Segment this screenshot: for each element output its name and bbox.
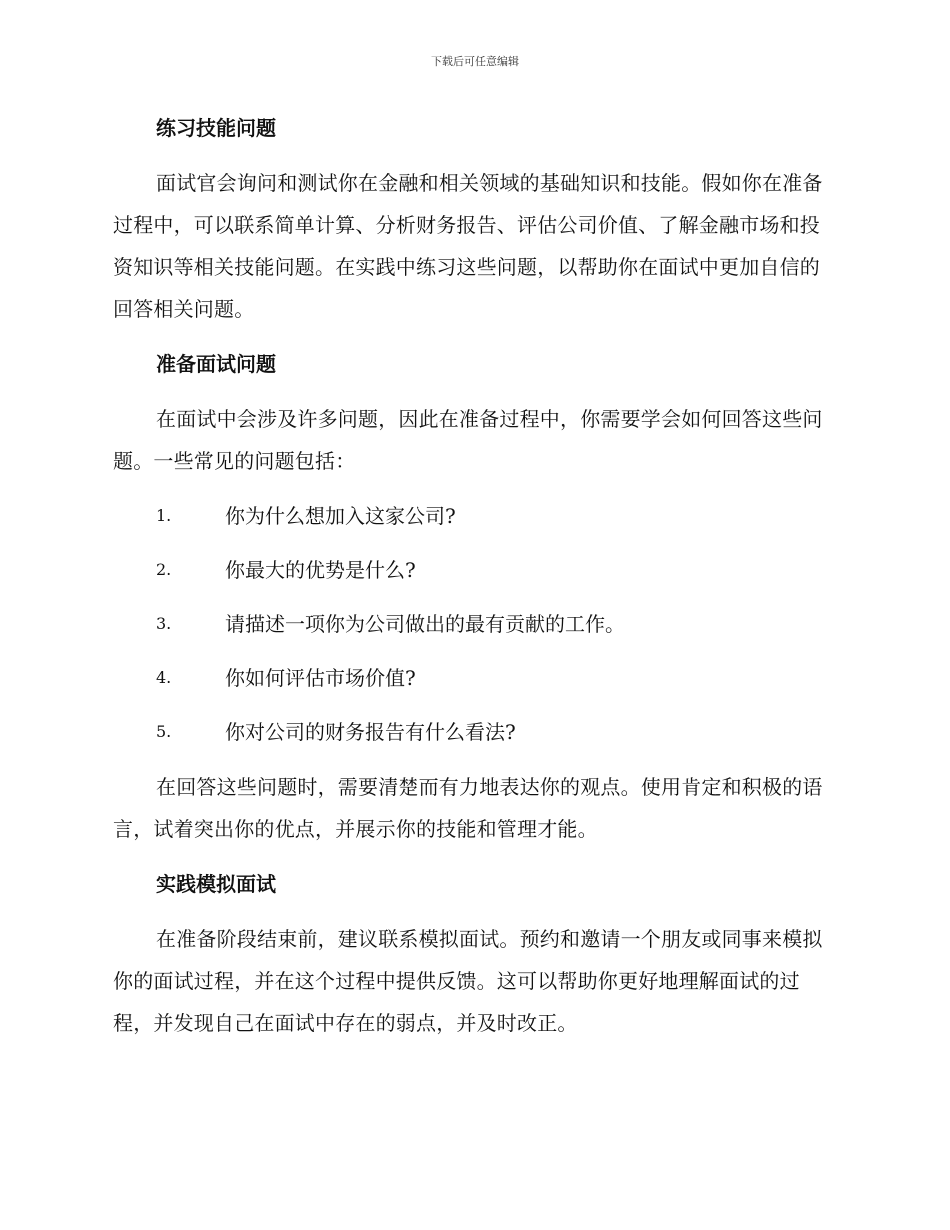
- paragraph: 在面试中会涉及许多问题，因此在准备过程中，你需要学会如何回答这些问题。一些常见的问题包括：: [113, 407, 823, 473]
- section-prepare-questions: [113, 344, 835, 850]
- list-item: [113, 550, 835, 590]
- section-heading: 准备面试问题: [156, 352, 276, 376]
- list-number: 1.: [156, 506, 172, 525]
- list-number: 4.: [156, 668, 172, 687]
- list-text: 你对公司的财务报告有什么看法?: [225, 720, 516, 744]
- section-practice-skills: [113, 108, 835, 330]
- paragraph: 在准备阶段结束前，建议联系模拟面试。预约和邀请一个朋友或同事来模拟你的面试过程，并在这个过程中提供反馈。这可以帮助你更好地理解面试的过程，并发现自己在面试中存在的弱点，并及时改正。: [113, 927, 823, 1035]
- list-number: 2.: [156, 560, 172, 579]
- page-header-note: 下载后可任意编辑: [431, 55, 519, 68]
- section-heading: 实践模拟面试: [156, 872, 276, 896]
- section-mock-interview: [113, 864, 835, 1044]
- question-list: [113, 496, 835, 752]
- list-number: 5.: [156, 722, 172, 741]
- list-text: 你如何评估市场价值?: [225, 666, 416, 690]
- list-text: 你为什么想加入这家公司?: [225, 504, 456, 528]
- document-body: [113, 108, 835, 1058]
- section-heading: 练习技能问题: [156, 116, 276, 140]
- list-item: [113, 496, 835, 536]
- paragraph: 在回答这些问题时，需要清楚而有力地表达你的观点。使用肯定和积极的语言，试着突出你的优点，并展示你的技能和管理才能。: [113, 775, 823, 841]
- list-item: [113, 658, 835, 698]
- list-item: [113, 712, 835, 752]
- list-number: 3.: [156, 614, 172, 633]
- list-text: 你最大的优势是什么?: [225, 558, 416, 582]
- list-item: [113, 604, 835, 644]
- list-text: 请描述一项你为公司做出的最有贡献的工作。: [225, 612, 625, 636]
- paragraph: 面试官会询问和测试你在金融和相关领域的基础知识和技能。假如你在准备过程中，可以联系简单计算、分析财务报告、评估公司价值、了解金融市场和投资知识等相关技能问题。在实践中练习这些问题，以帮助你在面试中更加自信的回答相关问题。: [113, 171, 823, 321]
